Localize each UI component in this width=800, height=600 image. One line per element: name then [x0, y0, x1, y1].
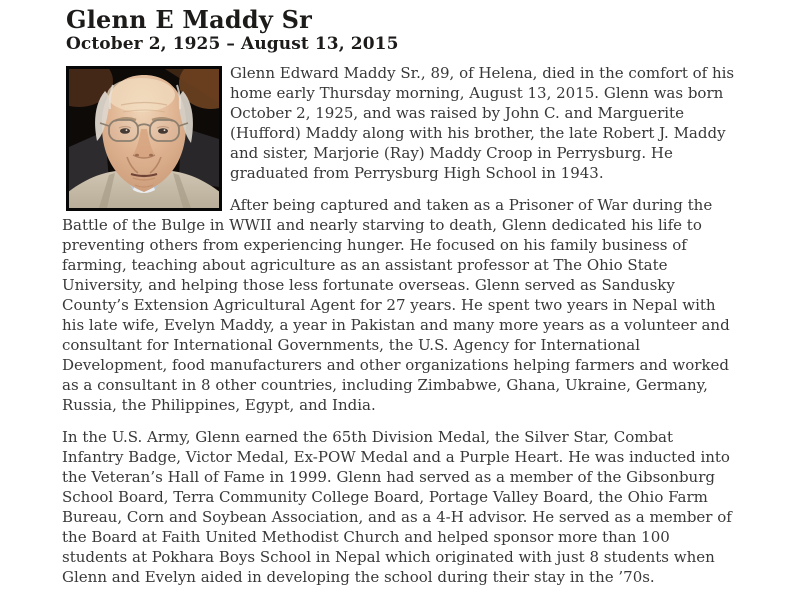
portrait-photo — [66, 66, 222, 211]
header-block — [66, 7, 399, 54]
obituary-paragraph-3: In the U.S. Army, Glenn earned the 65th Division Medal, the Silver Star, Combat Infantry Badge, Victor Medal, Ex-POW Medal and a Purple Heart. He was inducted into the Veteran’s Hall of Fame in 1999. Glenn had served as a member of the Gibsonburg School Board, Terra Community College Board, Portage Valley Board, the Ohio Farm Bureau, Corn and Soybean Association, and as a 4-H advisor. He served as a member of the Board at Faith United Methodist Church and helped sponsor more than 100 students at Pokhara Boys School in Nepal which originated with just 8 students when Glenn and Evelyn aided in developing the school during their stay in the ’70s. — [62, 428, 732, 586]
obituary-body — [62, 63, 738, 587]
obituary-paragraph-1: Glenn Edward Maddy Sr., 89, of Helena, died in the comfort of his home early Thursday morning, August 13, 2015. Glenn was born October 2, 1925, and was raised by John C. and Marguerite (Hufford) Maddy along with his brother, the late Robert J. Maddy and sister, Marjorie (Ray) Maddy Croop in Perrysburg. He graduated from Perrysburg High School in 1943. — [230, 64, 735, 182]
obituary-paragraph-2: After being captured and taken as a Prisoner of War during the Battle of the Bulge in WWII and nearly starving to death, Glenn dedicated his life to preventing others from experiencing hunger. He focused on his family business of farming, teaching about agriculture as an assistant professor at The Ohio State University, and helping those less fortunate overseas. Glenn served as Sandusky County’s Extension Agricultural Agent for 27 years. He spent two years in Nepal with his late wife, Evelyn Maddy, a year in Pakistan and many more years as a volunteer and consultant for International Governments, the U.S. Agency for International Development, food manufacturers and other organizations helping farmers and worked as a consultant in 8 other countries, including Zimbabwe, Ghana, Ukraine, Germany, Russia, the Philippines, Egypt, and India. — [62, 196, 730, 414]
page-title: Glenn E Maddy Sr — [66, 5, 312, 34]
life-dates: October 2, 1925 – August 13, 2015 — [66, 34, 399, 55]
